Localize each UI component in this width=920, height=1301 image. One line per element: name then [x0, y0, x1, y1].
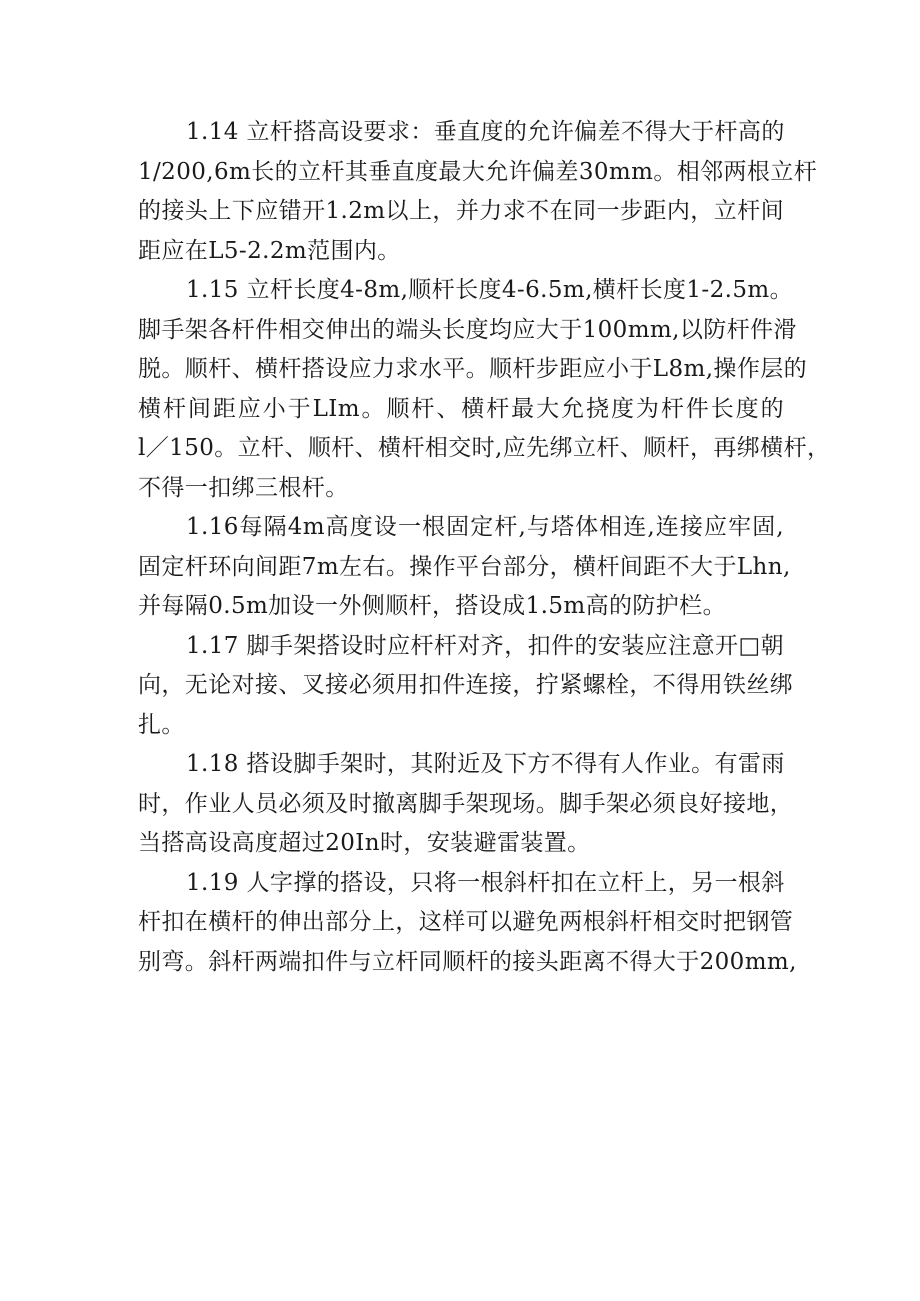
text-line: 杆扣在横杆的伸出部分上，这样可以避免两根斜杆相交时把钢管 — [138, 909, 794, 935]
text-line: 的接头上下应错开1.2m以上，并力求不在同一步距内，立杆间 — [138, 198, 784, 224]
paragraph-1-17 — [138, 627, 794, 746]
text-line: 扎。 — [138, 711, 185, 738]
text-line: 脱。顺杆、横杆搭设应力求水平。顺杆步距应小于L8m,操作层的 — [138, 356, 808, 382]
text-line: 距应在L5-2.2m范围内。 — [138, 237, 401, 264]
document-body — [138, 113, 831, 982]
text-line: 当搭高设高度超过20In时，安装避雷装置。 — [138, 830, 591, 856]
text-line: 固定杆环向间距7m左右。操作平台部分，横杆间距不大于Lhn, — [138, 553, 791, 580]
text-line: 并每隔0.5m加设一外侧顺杆，搭设成1.5m高的防护栏。 — [138, 593, 726, 619]
paragraph-1-18 — [138, 745, 794, 864]
text-line: 1.15 立杆长度4-8m,顺杆长度4-6.5m,横杆长度1-2.5m。 — [186, 277, 793, 303]
paragraph-1-16 — [138, 508, 791, 627]
text-line: 向，无论对接、叉接必须用扣件连接，拧紧螺栓，不得用铁丝绑 — [138, 672, 794, 698]
text-line: 1.16每隔4m高度设一根固定杆,与塔体相连,连接应牢固, — [186, 514, 784, 540]
paragraph-1-19 — [138, 864, 797, 983]
text-line: 1.19 人字撑的搭设，只将一根斜杆扣在立杆上，另一根斜 — [186, 869, 785, 896]
text-line: 1.17 脚手架搭设时应杆杆对齐，扣件的安装应注意开□朝 — [186, 632, 784, 659]
text-line: 别弯。斜杆两端扣件与立杆同顺杆的接头距离不得大于200mm, — [138, 948, 797, 975]
text-line: 横杆间距应小于LIm。顺杆、横杆最大允挠度为杆件长度的 — [138, 395, 784, 422]
text-line: 1.18 搭设脚手架时，其附近及下方不得有人作业。有雷雨 — [186, 751, 785, 777]
text-line: 不得一扣绑三根杆。 — [138, 474, 349, 501]
text-line: 时，作业人员必须及时撤离脚手架现场。脚手架必须良好接地， — [138, 790, 794, 817]
text-line: 1.14 立杆搭高设要求：垂直度的允许偏差不得大于杆高的 — [186, 119, 785, 145]
text-line: l／150。立杆、顺杆、横杆相交时,应先绑立杆、顺杆，再绑横杆， — [138, 435, 831, 461]
paragraph-1-14 — [138, 113, 818, 271]
text-line: 1/200,6m长的立杆其垂直度最大允许偏差30mm。相邻两根立杆 — [138, 158, 818, 185]
text-line: 脚手架各杆件相交伸出的端头长度均应大于100mm,以防杆件滑 — [138, 316, 797, 343]
paragraph-1-15 — [138, 271, 831, 508]
